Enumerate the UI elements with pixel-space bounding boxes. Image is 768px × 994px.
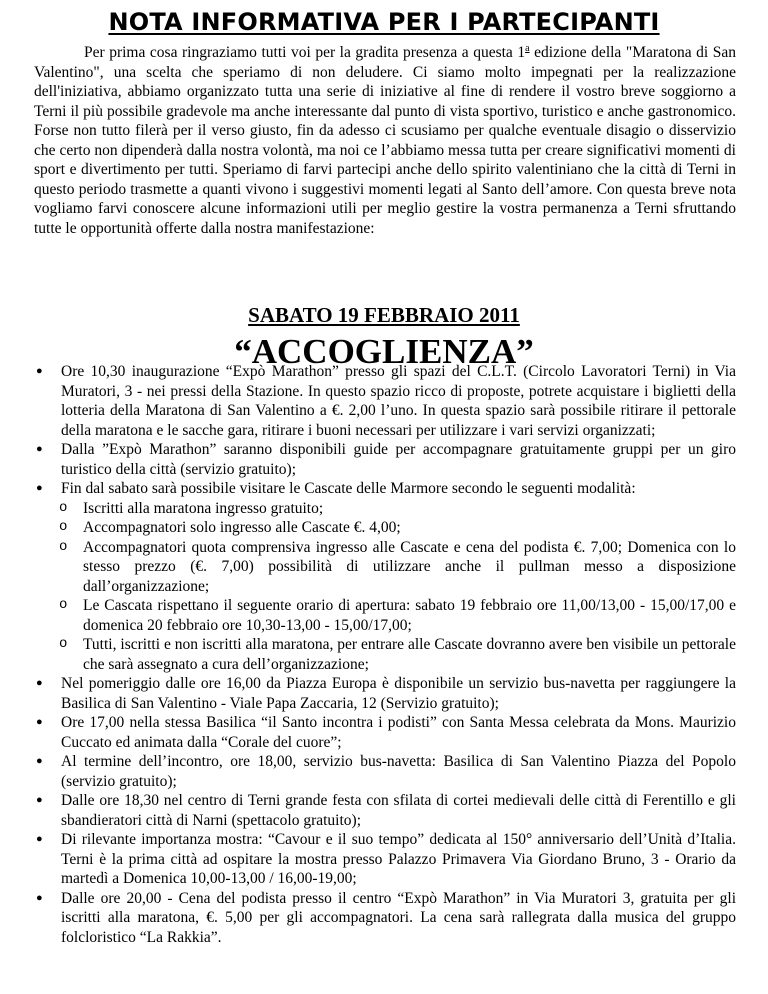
list-item-text: Ore 17,00 nella stessa Basilica “il Santo incontra i podisti” con Santa Messa celebrata da Mons. Maurizio Cuccato ed animata dalla “Corale del cuore”; (61, 714, 736, 751)
sub-list-item-text: Tutti, iscritti e non iscritti alla maratona, per entrare alle Cascate dovranno avere ben visibile un pettorale che sarà assegnato a cura dell’organizzazione; (83, 636, 736, 673)
intro-paragraph (34, 43, 736, 238)
edition-superscript: a (525, 42, 530, 54)
bullet-icon: ● (36, 716, 43, 728)
bullet-icon: ● (36, 755, 43, 767)
list-item (34, 440, 736, 479)
sub-list-item (34, 635, 736, 674)
list-item-text: Dalla ”Expò Marathon” saranno disponibili guide per accompagnare gratuitamente gruppi per un giro turistico della città (servizio gratuito); (61, 441, 736, 478)
list-item (34, 362, 736, 440)
list-item (34, 830, 736, 889)
list-item (34, 479, 736, 499)
sub-list-item (34, 538, 736, 597)
list-item-text: Ore 10,30 inaugurazione “Expò Marathon” presso gli spazi del C.L.T. (Circolo Lavoratori Terni) in Via Muratori, 3 - nei pressi della Stazione. In questo spazio ricco di proposte, potrete acquistare i biglietti della lotteria della Maratona di San Valentino a €. 2,00 l’uno. In questa spazio sarà possibile ritirare il pettorale della maratona e le sacche gara, ritirare i buoni necessari per utilizzare i vari servizi organizzati; (61, 363, 736, 439)
intro-text-start: Per prima cosa ringraziamo tutti voi per la gradita presenza a questa 1 (84, 44, 526, 61)
sub-list-item (34, 499, 736, 519)
sub-bullet-icon: o (59, 519, 68, 535)
list-item (34, 791, 736, 830)
bullet-icon: ● (36, 482, 43, 494)
list-item (34, 752, 736, 791)
sub-list-container (34, 499, 736, 675)
sub-bullet-icon: o (59, 499, 68, 516)
section-heading: “ACCOGLIENZA” (234, 332, 534, 371)
day-heading: SABATO 19 FEBBRAIO 2011 (248, 303, 520, 327)
bullet-icon: ● (36, 365, 43, 377)
list-item (34, 713, 736, 752)
list-item-text: Dalle ore 18,30 nel centro di Terni grande festa con sfilata di cortei medievali delle città di Ferentillo e gli sbandieratori città di Narni (spettacolo gratuito); (61, 792, 736, 829)
sub-bullet-icon: o (59, 597, 68, 613)
list-item-text: Dalle ore 20,00 - Cena del podista presso il centro “Expò Marathon” in Via Muratori 3, gratuita per gli iscritti alla maratona, €. 5,00 per gli accompagnatori. La cena sarà rallegrata dalla musica del gruppo folcloristico “La Rakkia”. (61, 889, 736, 946)
list-item-text: Fin dal sabato sarà possibile visitare le Cascate delle Marmore secondo le seguenti modalità: (61, 480, 636, 497)
sub-list-item-text: Accompagnatori solo ingresso alle Cascate €. 4,00; (83, 519, 401, 536)
intro-text-rest: edizione della "Maratona di San Valentino", una scelta che speriamo di non deludere. Ci siamo molto impegnati per la realizzazione dell'iniziativa, abbiamo organizzato tutta una serie di iniziative al fine di rendere il vostro breve soggiorno a Terni il più possibile gradevole ma anche interessante dal punto di vista sportivo, turistico e anche gastronomico. Forse non tutto filerà per il verso giusto, fin da adesso ci scusiamo per qualche eventuale disagio o disservizio che certo non dipenderà dalla nostra volontà, ma noi ce l’abbiamo messa tutta per creare significativi momenti di sport e divertimento per tutti. Speriamo di farvi partecipi anche dello spirito valentiniano che la città di Terni in questo periodo trasmette a quanti vivono i suggestivi momenti legati al Santo dell’amore. Con questa breve nota vogliamo farvi conoscere alcune informazioni utili per meglio gestire la vostra permanenza a Terni sfruttando tutte le opportunità offerte dalla nostra manifestazione: (34, 44, 736, 237)
bullet-icon: ● (36, 833, 43, 845)
sub-bullet-icon: o (59, 538, 68, 555)
program-list (34, 362, 736, 947)
sub-list-item-text: Accompagnatori quota comprensiva ingresso alle Cascate e cena del podista €. 7,00; Domenica con lo stesso prezzo (€. 7,00) possibilità di utilizzare anche il pullman messo a disposizione dall’organizzazione; (83, 538, 736, 595)
sub-list-item-text: Le Cascata rispettano il seguente orario di apertura: sabato 19 febbraio ore 11,00/13,00 - 15,00/17,00 e domenica 20 febbraio ore 10,30-13,00 - 15,00/17,00; (83, 597, 736, 634)
bullet-icon: ● (36, 891, 43, 904)
sub-list-item (34, 518, 736, 538)
sub-bullet-icon: o (59, 636, 68, 652)
list-item-text: Nel pomeriggio dalle ore 16,00 da Piazza Europa è disponibile un servizio bus-navetta per raggiungere la Basilica di San Valentino - Viale Papa Zaccaria, 12 (Servizio gratuito); (61, 675, 736, 712)
sub-list (34, 499, 736, 675)
list-item-text: Di rilevante importanza mostra: “Cavour e il suo tempo” dedicata al 150° anniversario dell’Unità d’Italia. Terni è la prima città ad ospitare la mostra presso Palazzo Primavera Via Giordano Bruno, 3 - Orario da martedì a Domenica 10,00-13,00 / 16,00-19,00; (61, 831, 736, 887)
sub-list-item (34, 596, 736, 635)
list-item-text: Al termine dell’incontro, ore 18,00, servizio bus-navetta: Basilica di San Valentino Piazza del Popolo (servizio gratuito); (61, 753, 736, 790)
sub-list-item-text: Iscritti alla maratona ingresso gratuito; (83, 499, 324, 517)
list-item (34, 674, 736, 713)
bullet-icon: ● (36, 794, 43, 806)
bullet-icon: ● (36, 443, 43, 455)
list-item (34, 889, 736, 948)
document-title: NOTA INFORMATIVA PER I PARTECIPANTI (108, 8, 660, 36)
bullet-icon: ● (36, 677, 43, 689)
